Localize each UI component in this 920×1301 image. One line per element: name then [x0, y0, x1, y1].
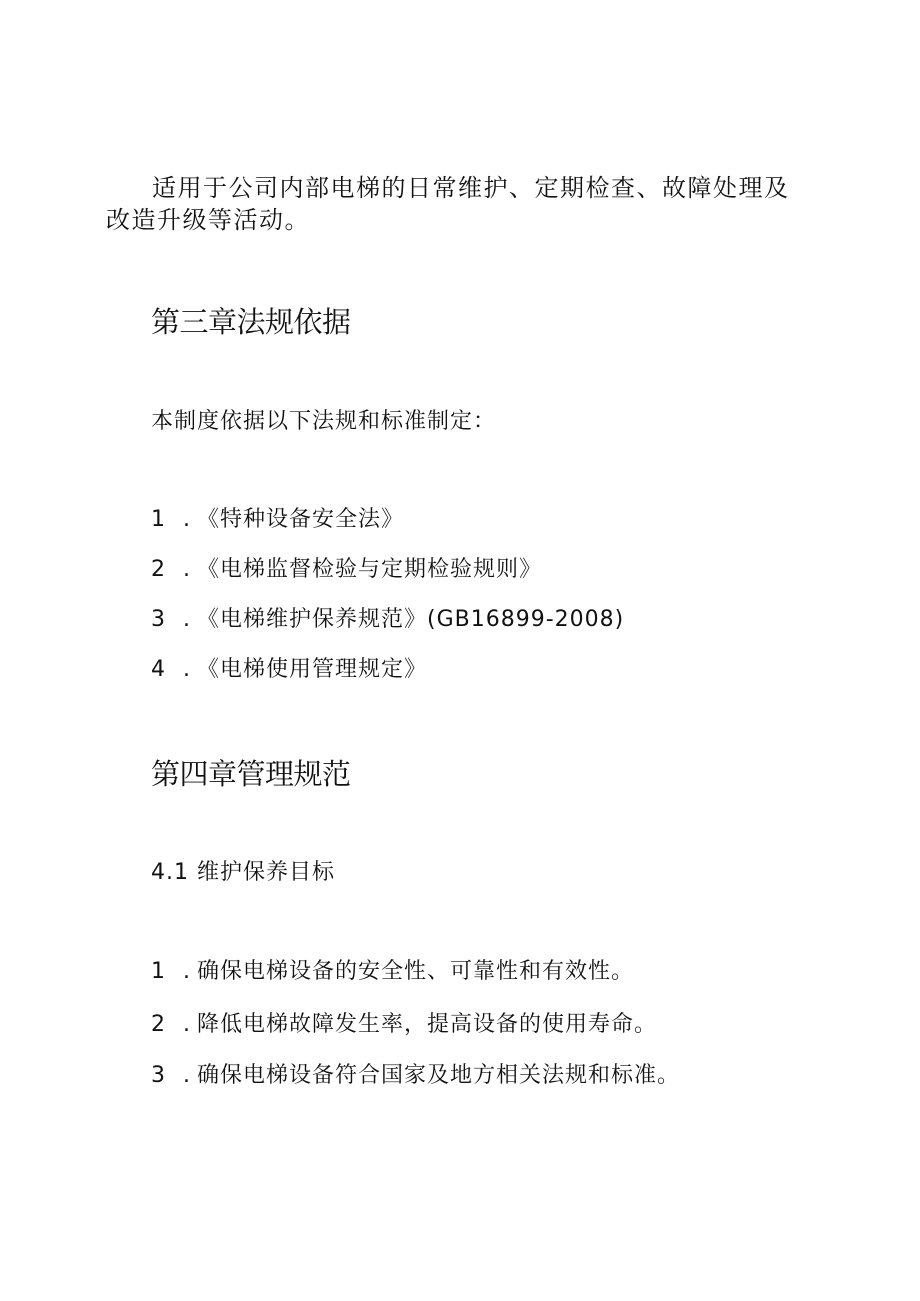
item-number: 1	[151, 507, 166, 532]
regulation-item: 4 . 《电梯使用管理规定》	[151, 655, 427, 685]
item-text: 确保电梯设备的安全性、可靠性和有效性。	[197, 959, 635, 984]
goal-item: 2 . 降低电梯故障发生率，提高设备的使用寿命。	[151, 1010, 657, 1040]
regulation-item: 1 . 《特种设备安全法》	[151, 505, 404, 535]
item-number: 3	[151, 607, 166, 632]
chapter-4-title: 第四章管理规范	[151, 757, 351, 791]
item-text: 确保电梯设备符合国家及地方相关法规和标准。	[197, 1063, 681, 1088]
goal-item: 3 . 确保电梯设备符合国家及地方相关法规和标准。	[151, 1061, 680, 1091]
goal-item: 1 . 确保电梯设备的安全性、可靠性和有效性。	[151, 957, 634, 987]
regulation-item: 3 . 《电梯维护保养规范》(GB16899-2008)	[151, 605, 624, 635]
chapter-3-title: 第三章法规依据	[151, 305, 351, 339]
section-4-1-title: 4.1 维护保养目标	[151, 860, 335, 885]
item-number: 2	[151, 557, 166, 582]
item-number: 1	[151, 959, 166, 984]
scope-paragraph: 适用于公司内部电梯的日常维护、定期检查、故障处理及改造升级等活动。	[106, 174, 790, 234]
item-number: 3	[151, 1063, 166, 1088]
item-text: 降低电梯故障发生率，提高设备的使用寿命。	[197, 1012, 658, 1037]
item-text: 《电梯使用管理规定》	[197, 657, 428, 682]
item-text: 《电梯监督检验与定期检验规则》	[197, 557, 543, 582]
item-text: 《特种设备安全法》	[197, 507, 405, 532]
chapter-3-intro: 本制度依据以下法规和标准制定：	[151, 409, 497, 434]
item-number: 2	[151, 1012, 166, 1037]
regulation-item: 2 . 《电梯监督检验与定期检验规则》	[151, 555, 542, 585]
item-text: 《电梯维护保养规范》(GB16899-2008)	[197, 607, 625, 632]
item-number: 4	[151, 657, 166, 682]
